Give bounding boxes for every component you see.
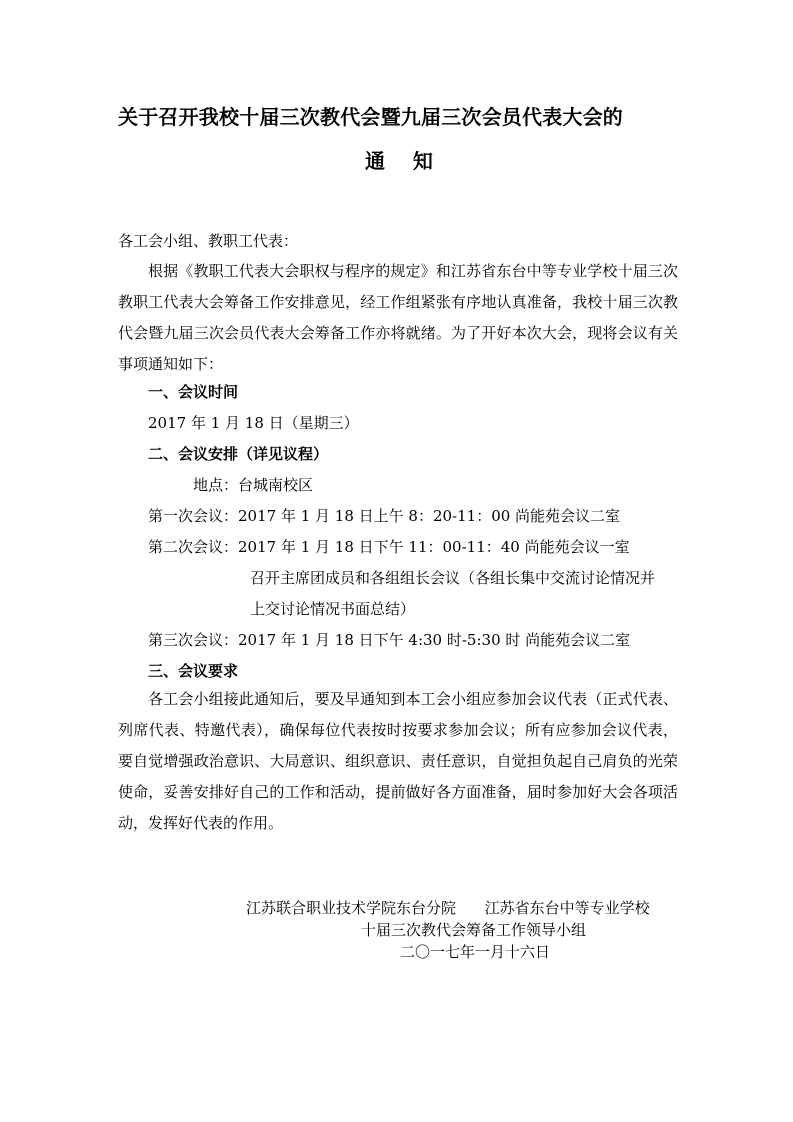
meeting-date: 2017 年 1 月 18 日（星期三） — [148, 414, 359, 432]
meeting-location: 地点：台城南校区 — [193, 476, 314, 494]
section3-heading: 三、会议要求 — [148, 662, 239, 680]
meeting-second: 第二次会议：2017 年 1 月 18 日下午 11：00-11：40 尚能苑会议一室 — [148, 538, 630, 556]
issuing-organizations: 江苏联合职业技术学院东台分院 江苏省东台中等专业学校 — [246, 899, 650, 917]
meeting-second-note: 召开主席团成员和各组组长会议（各组长集中交流讨论情况并 — [250, 569, 656, 587]
meeting-first: 第一次会议：2017 年 1 月 18 日上午 8：20-11：00 尚能苑会议二室 — [148, 507, 621, 525]
section2-heading: 二、会议安排（详见议程） — [148, 445, 329, 463]
notice-title: 关于召开我校十届三次教代会暨九届三次会员代表大会的 — [118, 105, 623, 129]
intro-paragraph: 根据《教职工代表大会职权与程序的规定》和江苏省东台中等专业学校十届三次教职工代表大会筹备工作安排意见，经工作组紧张有序地认真准备，我校十届三次教代会暨九届三次会员代表大会筹备工作亦将就绪。为了开好本次大会，现将会议有关事项通知如下： — [118, 262, 678, 373]
notice-title-continued: 通 知 — [365, 149, 433, 173]
section1-heading: 一、会议时间 — [148, 383, 239, 401]
issuing-committee: 十届三次教代会筹备工作领导小组 — [361, 921, 587, 939]
salutation: 各工会小组、教职工代表： — [118, 232, 299, 250]
meeting-second-note-continued: 上交讨论情况书面总结） — [250, 600, 416, 618]
requirements-paragraph: 各工会小组接此通知后，要及早通知到本工会小组应参加会议代表（正式代表、列席代表、特邀代表），确保每位代表按时按要求参加会议；所有应参加会议代表，要自觉增强政治意识、大局意识、组织意识、责任意识，自觉担负起自己肩负的光荣使命，妥善安排好自己的工作和活动，提前做好各方面准备，届时参加好大会各项活动，发挥好代表的作用。 — [118, 690, 678, 832]
meeting-third: 第三次会议：2017 年 1 月 18 日下午 4:30 时-5:30 时 尚能苑会议二室 — [148, 631, 631, 649]
issue-date: 二〇一七年一月十六日 — [400, 943, 551, 961]
